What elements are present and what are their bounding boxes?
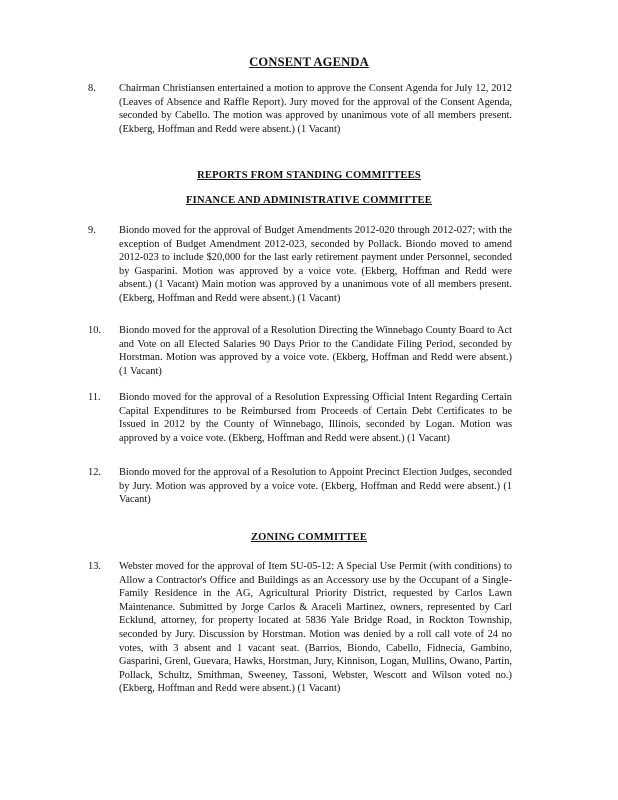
item-text: Chairman Christiansen entertained a motion to approve the Consent Agenda for July 12, 2012 (Leaves of Absence and Raffle Report). Jury moved for the approval of the Consent Agenda, seconded by Cabello. The motion was approved by unanimous vote of all members present. (Ekberg, Hoffman and Redd were absent.) (1 Vacant) <box>119 83 512 135</box>
item-number: 8. <box>88 83 96 94</box>
item-number: 11. <box>88 392 101 403</box>
item-text: Biondo moved for the approval of a Resolution Expressing Official Intent Regarding Certain Capital Expenditures to be Reimbursed from Proceeds of Certain Debt Certificates to be Issued in 2012 by the County of Winnebago, Illinois, seconded by Logan. Motion was approved by a voice vote. (Ekberg, Hoffman and Redd were absent.) (1 Vacant) <box>119 392 512 444</box>
item-text: Biondo moved for the approval of a Resolution to Appoint Precinct Election Judges, seconded by Jury. Motion was approved by a voice vote. (Ekberg, Hoffman and Redd were absent.) (1 Vacant) <box>119 467 512 506</box>
finance-committee-heading: FINANCE AND ADMINISTRATIVE COMMITTEE <box>186 195 432 206</box>
item-text: Biondo moved for the approval of a Resolution Directing the Winnebago County Board to Act and Vote on all Elected Salaries 90 Days Prior to the Candidate Filing Period, seconded by Horstman. Motion was approved by a voice vote. (Ekberg, Hoffman and Redd were absent.) (1 Vacant) <box>119 325 512 377</box>
item-number: 13. <box>88 561 101 572</box>
item-number: 10. <box>88 325 101 336</box>
item-number: 12. <box>88 467 101 478</box>
standing-committees-heading: REPORTS FROM STANDING COMMITTEES <box>197 170 421 181</box>
consent-agenda-heading: CONSENT AGENDA <box>249 55 369 69</box>
item-text: Webster moved for the approval of Item SU-05-12: A Special Use Permit (with conditions) to Allow a Contractor's Office and Buildings as an Accessory use by the Occupant of a Single-Family Residence in the AG, Agricultural Priority District, requested by Carlos Lawn Maintenance. Submitted by Jorge Carlos & Araceli Martinez, owners, represented by Carl Ecklund, attorney, for property located at 5836 Yale Bridge Road, in Rockton Township, seconded by Jury. Discussion by Horstman. Motion was denied by a roll call vote of 24 no votes, with 3 absent and 1 vacant seat. (Barrios, Biondo, Cabello, Fidnecia, Gambino, Gasparini, Grenl, Guevara, Hawks, Horstman, Jury, Kinnison, Logan, Mullins, Owano, Partin, Pollack, Schultz, Smithman, Sweeney, Tassoni, Webster, Wescott and Wilson voted no.) (Ekberg, Hoffman and Redd were absent.) (1 Vacant) <box>119 561 512 695</box>
item-number: 9. <box>88 225 96 236</box>
zoning-committee-heading: ZONING COMMITTEE <box>250 532 368 543</box>
item-text: Biondo moved for the approval of Budget Amendments 2012-020 through 2012-027; with the exception of Budget Amendment 2012-023, seconded by Pollack. Biondo moved to amend 2012-023 to include $20,000 for the last early retirement payment under Personnel, seconded by Gasparini. Motion was approved by a voice vote. (Ekberg, Hoffman and Redd were absent.) (1 Vacant) Main motion was approved by a unanimous vote of all members present. (Ekberg, Hoffman and Redd were absent.) (1 Vacant) <box>119 225 512 304</box>
